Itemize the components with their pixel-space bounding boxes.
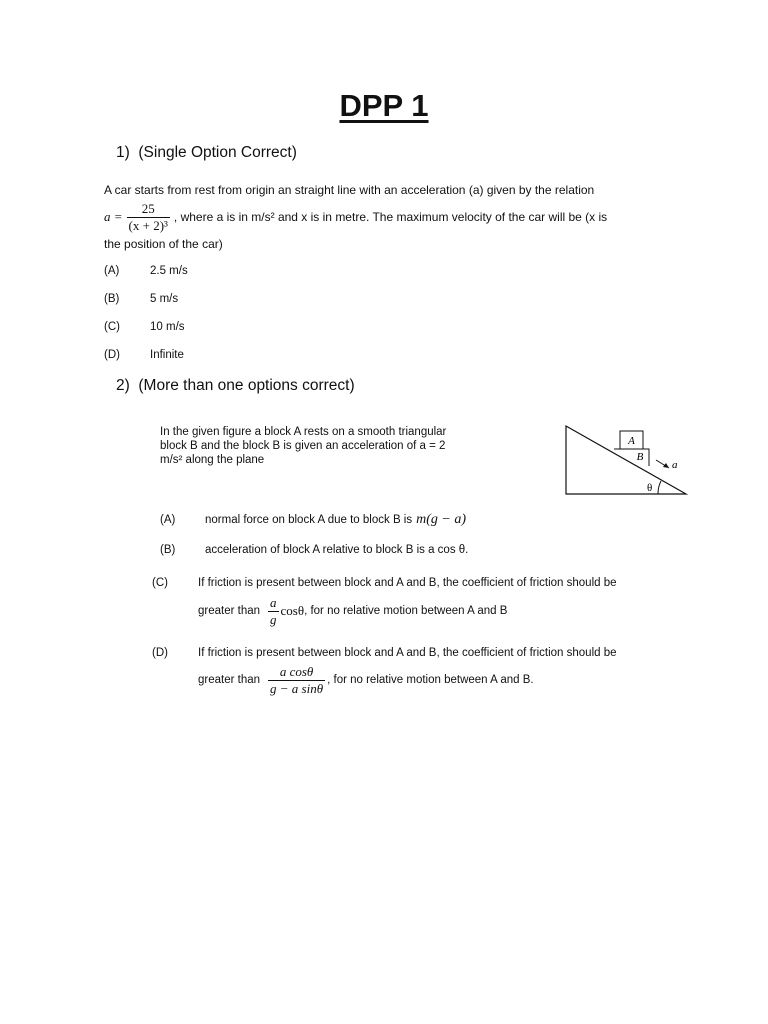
- option-text: Infinite: [150, 349, 184, 361]
- option-c-fraction: [268, 595, 279, 628]
- option-prefix: greater than: [198, 605, 261, 617]
- option-label: (D): [104, 349, 120, 361]
- angle-label: θ: [647, 482, 653, 494]
- question-2-line-1: In the given figure a block A rests on a smooth triangular: [160, 426, 447, 438]
- option-c-numerator: a: [270, 594, 277, 610]
- q1-option-a: [104, 265, 188, 277]
- inclined-plane-figure: [560, 420, 692, 500]
- option-math: m(g − a): [416, 512, 467, 527]
- option-label: (C): [104, 321, 120, 333]
- q1-option-c: [104, 321, 185, 333]
- option-d-suffix: , for no relative motion between A and B.: [327, 674, 534, 686]
- option-label: (B): [160, 544, 176, 556]
- q2-option-b: [160, 544, 468, 556]
- question-1-line-2: , where a is in m/s² and x is in metre. The maximum velocity of the car will be (x is: [173, 210, 608, 224]
- acceleration-arrowhead: [663, 463, 669, 468]
- angle-arc: [658, 481, 661, 494]
- q2-option-c-line-1: If friction is present between block and A and B, the coefficient of friction should be: [198, 577, 617, 589]
- option-c-denominator: g: [270, 611, 277, 627]
- formula-fraction: [127, 201, 170, 234]
- option-text: acceleration of block A relative to block B is a cos θ.: [205, 544, 469, 556]
- q2-option-a: [160, 512, 466, 528]
- formula-numerator: 25: [141, 200, 155, 216]
- q2-option-c-line-2: [198, 592, 507, 630]
- q2-option-d-label: (D): [152, 647, 168, 659]
- question-2-heading: 2) (More than one options correct): [116, 377, 355, 394]
- option-text: 10 m/s: [150, 321, 185, 333]
- option-label: (B): [104, 293, 120, 305]
- formula-lhs: a =: [104, 209, 123, 224]
- option-c-math: cosθ: [280, 603, 305, 618]
- question-2-line-3: m/s² along the plane: [160, 454, 265, 466]
- question-1-line-1: A car starts from rest from origin an straight line with an acceleration (a) given by the relation: [104, 183, 595, 197]
- option-label: (A): [160, 514, 176, 526]
- q2-option-d-line-2: [198, 660, 534, 700]
- option-d-denominator: g − a sinθ: [270, 680, 324, 696]
- q1-option-d: [104, 349, 184, 361]
- option-c-suffix: , for no relative motion between A and B: [304, 605, 508, 617]
- block-a-label: A: [628, 435, 635, 447]
- page-title: DPP 1: [339, 88, 429, 123]
- option-label: (A): [104, 265, 120, 277]
- question-2-line-2: block B and the block B is given an acceleration of a = 2: [160, 440, 446, 452]
- question-1-heading: 1) (Single Option Correct): [116, 144, 297, 161]
- q2-option-c-label: (C): [152, 577, 168, 589]
- block-b-label: B: [636, 451, 644, 463]
- option-text: 5 m/s: [150, 293, 179, 305]
- option-d-numerator: a cosθ: [279, 663, 314, 679]
- acceleration-label: a: [672, 459, 678, 471]
- option-text: 2.5 m/s: [150, 265, 188, 277]
- formula-denominator: (x + 2)³: [128, 217, 168, 233]
- q1-option-b: [104, 293, 178, 305]
- question-1-line-3: the position of the car): [104, 237, 223, 251]
- option-text: normal force on block A due to block B is: [205, 514, 413, 526]
- option-d-fraction: [268, 664, 325, 697]
- q2-option-d-line-1: If friction is present between block and A and B, the coefficient of friction should be: [198, 647, 617, 659]
- question-2-text: [160, 425, 446, 467]
- question-1-formula-line: [104, 197, 607, 237]
- option-prefix: greater than: [198, 674, 261, 686]
